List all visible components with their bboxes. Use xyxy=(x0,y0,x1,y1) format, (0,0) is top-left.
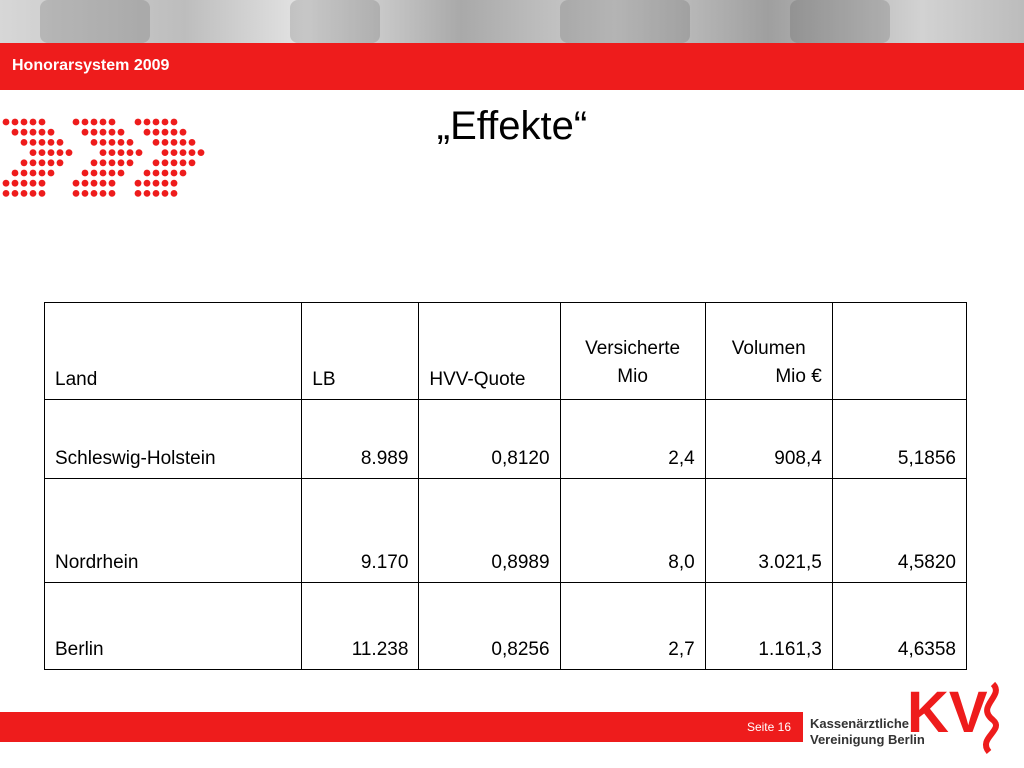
header-cell-land: Land xyxy=(45,303,302,400)
table-header-row xyxy=(45,303,967,400)
effects-table xyxy=(44,302,967,670)
header-cell-lb: LB xyxy=(302,303,419,400)
page-number: Seite 16 xyxy=(746,720,791,734)
cell-hvv-quote: 0,8120 xyxy=(419,400,560,479)
cell-value: 4,6358 xyxy=(832,583,966,670)
table-row xyxy=(45,400,967,479)
cell-volumen: 1.161,3 xyxy=(705,583,832,670)
header-image-banner xyxy=(0,0,1024,43)
cell-volumen: 908,4 xyxy=(705,400,832,479)
header-cell-hvv-quote: HVV-Quote xyxy=(419,303,560,400)
cell-hvv-quote: 0,8989 xyxy=(419,479,560,583)
svg-text:KV: KV xyxy=(907,680,988,745)
header-cell-volumen: Volumen Mio € xyxy=(705,303,832,400)
cell-lb: 11.238 xyxy=(302,583,419,670)
cell-volumen: 3.021,5 xyxy=(705,479,832,583)
cell-value: 4,5820 xyxy=(832,479,966,583)
cell-lb: 8.989 xyxy=(302,400,419,479)
cell-value: 5,1856 xyxy=(832,400,966,479)
footer-bar xyxy=(0,712,803,742)
cell-land: Berlin xyxy=(45,583,302,670)
cell-versicherte: 8,0 xyxy=(560,479,705,583)
header-cell-versicherte: Versicherte Mio xyxy=(560,303,705,400)
cell-hvv-quote: 0,8256 xyxy=(419,583,560,670)
cell-land: Schleswig-Holstein xyxy=(45,400,302,479)
kv-logo-icon xyxy=(905,676,1015,756)
table-row xyxy=(45,479,967,583)
header-cell-empty xyxy=(832,303,966,400)
organization-name: Kassenärztliche Vereinigung Berlin xyxy=(810,716,925,747)
cell-versicherte: 2,4 xyxy=(560,400,705,479)
header-title: Honorarsystem 2009 xyxy=(12,57,170,74)
table-row xyxy=(45,583,967,670)
slide-title: „Effekte“ xyxy=(436,104,588,148)
cell-versicherte: 2,7 xyxy=(560,583,705,670)
cell-land: Nordrhein xyxy=(45,479,302,583)
cell-lb: 9.170 xyxy=(302,479,419,583)
header-bar xyxy=(0,43,1024,90)
